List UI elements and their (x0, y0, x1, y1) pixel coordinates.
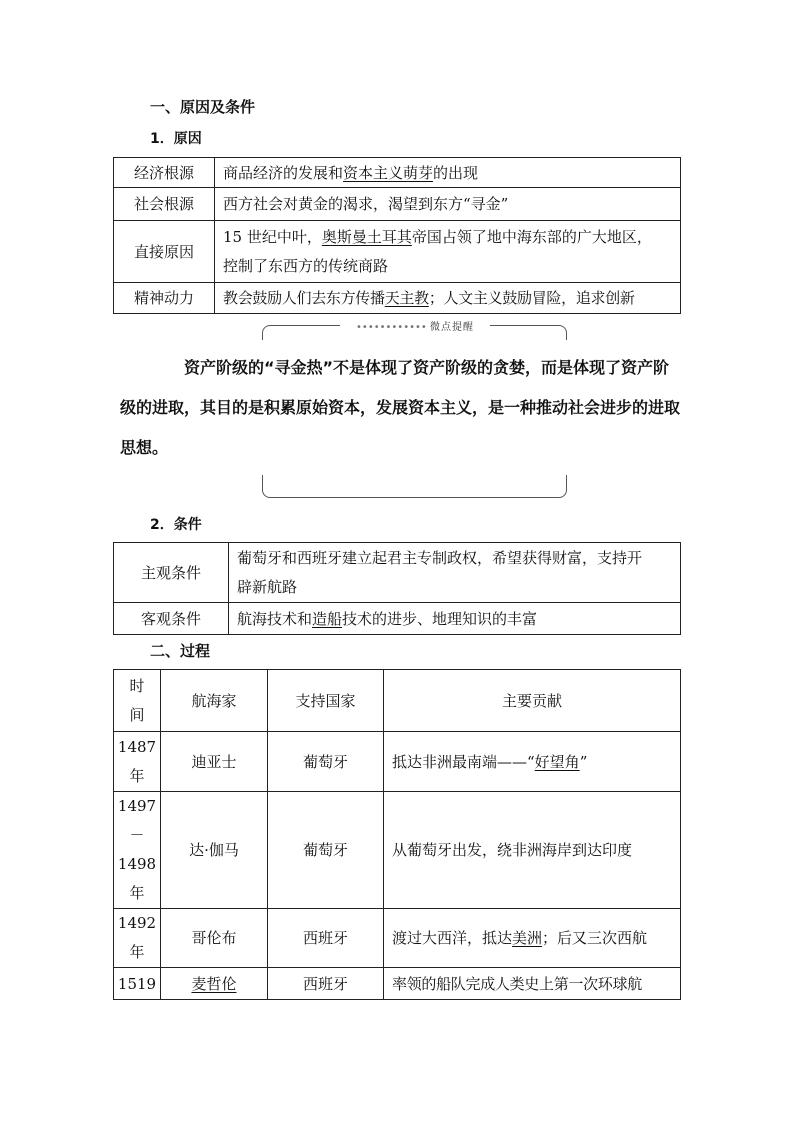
cell-time: 1497 － 1498 年 (114, 792, 161, 909)
table-row (114, 732, 681, 792)
row-label: 社会根源 (114, 188, 215, 221)
cell-time: 1519 (114, 968, 161, 1000)
cell-contribution: 抵达非洲最南端——“好望角” (384, 732, 681, 792)
cell-navigator: 迪亚士 (161, 732, 268, 792)
header-navigator: 航海家 (161, 670, 268, 732)
header-contribution: 主要贡献 (384, 670, 681, 732)
causes-table (113, 157, 681, 314)
table-row (114, 188, 681, 221)
row-content: 商品经济的发展和资本主义萌芽的出现 (215, 158, 681, 188)
row-content: 航海技术和造船技术的进步、地理知识的丰富 (229, 603, 681, 635)
cell-country: 西班牙 (268, 968, 384, 1000)
table-row (114, 543, 681, 603)
cell-contribution: 渡过大西洋，抵达美洲；后又三次西航 (384, 909, 681, 968)
cell-country: 葡萄牙 (268, 732, 384, 792)
tip-title: •••••••••••• 微点提醒 (340, 318, 490, 333)
table-row (114, 283, 681, 314)
section-title-process: 二、过程 (150, 642, 211, 660)
table-row (114, 909, 681, 968)
section-title-causes-conditions: 一、原因及条件 (150, 98, 256, 116)
cell-contribution: 率领的船队完成人类史上第一次环球航 (384, 968, 681, 1000)
process-table (113, 669, 681, 1000)
cell-contribution: 从葡萄牙出发，绕非洲海岸到达印度 (384, 792, 681, 909)
subsection-title-conditions: 2．条件 (150, 517, 202, 533)
tip-text: 资产阶级的“寻金热”不是体现了资产阶级的贪婪，而是体现了资产阶级的进取，其目的是积累原始资本，发展资本主义，是一种推动社会进步的进取思想。 (120, 358, 681, 457)
row-content: 西方社会对黄金的渴求，渴望到东方“寻金” (215, 188, 681, 221)
row-content: 教会鼓励人们去东方传播天主教；人文主义鼓励冒险，追求创新 (215, 283, 681, 314)
cell-time: 1487 年 (114, 732, 161, 792)
row-label: 主观条件 (114, 543, 229, 603)
row-label: 直接原因 (114, 221, 215, 283)
cell-time: 1492 年 (114, 909, 161, 968)
table-row (114, 968, 681, 1000)
cell-country: 葡萄牙 (268, 792, 384, 909)
row-label: 精神动力 (114, 283, 215, 314)
cell-navigator: 麦哲伦 (161, 968, 268, 1000)
cell-country: 西班牙 (268, 909, 384, 968)
tip-frame-bottom (262, 475, 567, 498)
conditions-table (113, 542, 681, 635)
subsection-title-causes: 1．原因 (150, 131, 202, 147)
table-row (114, 221, 681, 283)
table-row (114, 158, 681, 188)
table-row (114, 792, 681, 909)
table-header-row (114, 670, 681, 732)
row-label: 客观条件 (114, 603, 229, 635)
table-row (114, 603, 681, 635)
row-label: 经济根源 (114, 158, 215, 188)
header-country: 支持国家 (268, 670, 384, 732)
row-content: 15 世纪中叶，奥斯曼土耳其帝国占领了地中海东部的广大地区， 控制了东西方的传统商路 (215, 221, 681, 283)
cell-navigator: 哥伦布 (161, 909, 268, 968)
header-time: 时 间 (114, 670, 161, 732)
row-content: 葡萄牙和西班牙建立起君主专制政权，希望获得财富，支持开 辟新航路 (229, 543, 681, 603)
cell-navigator: 达·伽马 (161, 792, 268, 909)
